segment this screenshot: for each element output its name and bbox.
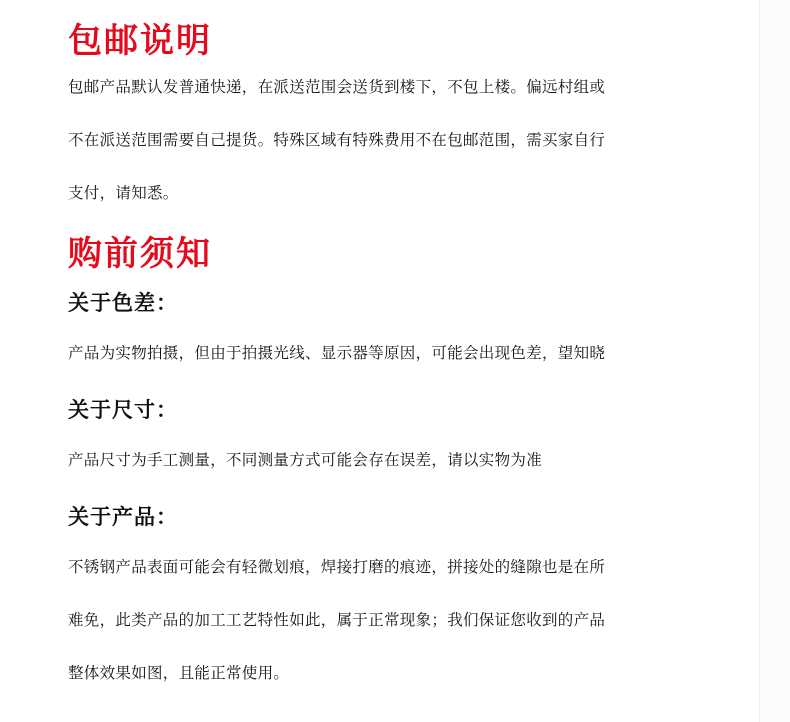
color-diff-title: 关于色差： <box>68 291 178 315</box>
shipping-line-3: 支付，请知悉。 <box>68 184 179 202</box>
shipping-title: 包邮说明 <box>68 21 212 61</box>
product-line-3: 整体效果如图，且能正常使用。 <box>68 664 290 682</box>
product-title: 关于产品： <box>68 505 178 529</box>
notice-title: 购前须知 <box>68 234 212 274</box>
shipping-line-2: 不在派送范围需要自己提货。特殊区域有特殊费用不在包邮范围，需买家自行 <box>68 131 606 149</box>
color-diff-line-1: 产品为实物拍摄，但由于拍摄光线、显示器等原因，可能会出现色差，望知晓 <box>68 344 606 362</box>
product-line-2: 难免，此类产品的加工工艺特性如此，属于正常现象；我们保证您收到的产品 <box>68 611 606 629</box>
page-edge-strip <box>759 0 790 722</box>
size-title: 关于尺寸： <box>68 398 178 422</box>
size-line-1: 产品尺寸为手工测量，不同测量方式可能会存在误差，请以实物为准 <box>68 451 543 469</box>
product-line-1: 不锈钢产品表面可能会有轻微划痕，焊接打磨的痕迹，拼接处的缝隙也是在所 <box>68 558 606 576</box>
shipping-line-1: 包邮产品默认发普通快递，在派送范围会送货到楼下，不包上楼。偏远村组或 <box>68 78 606 96</box>
